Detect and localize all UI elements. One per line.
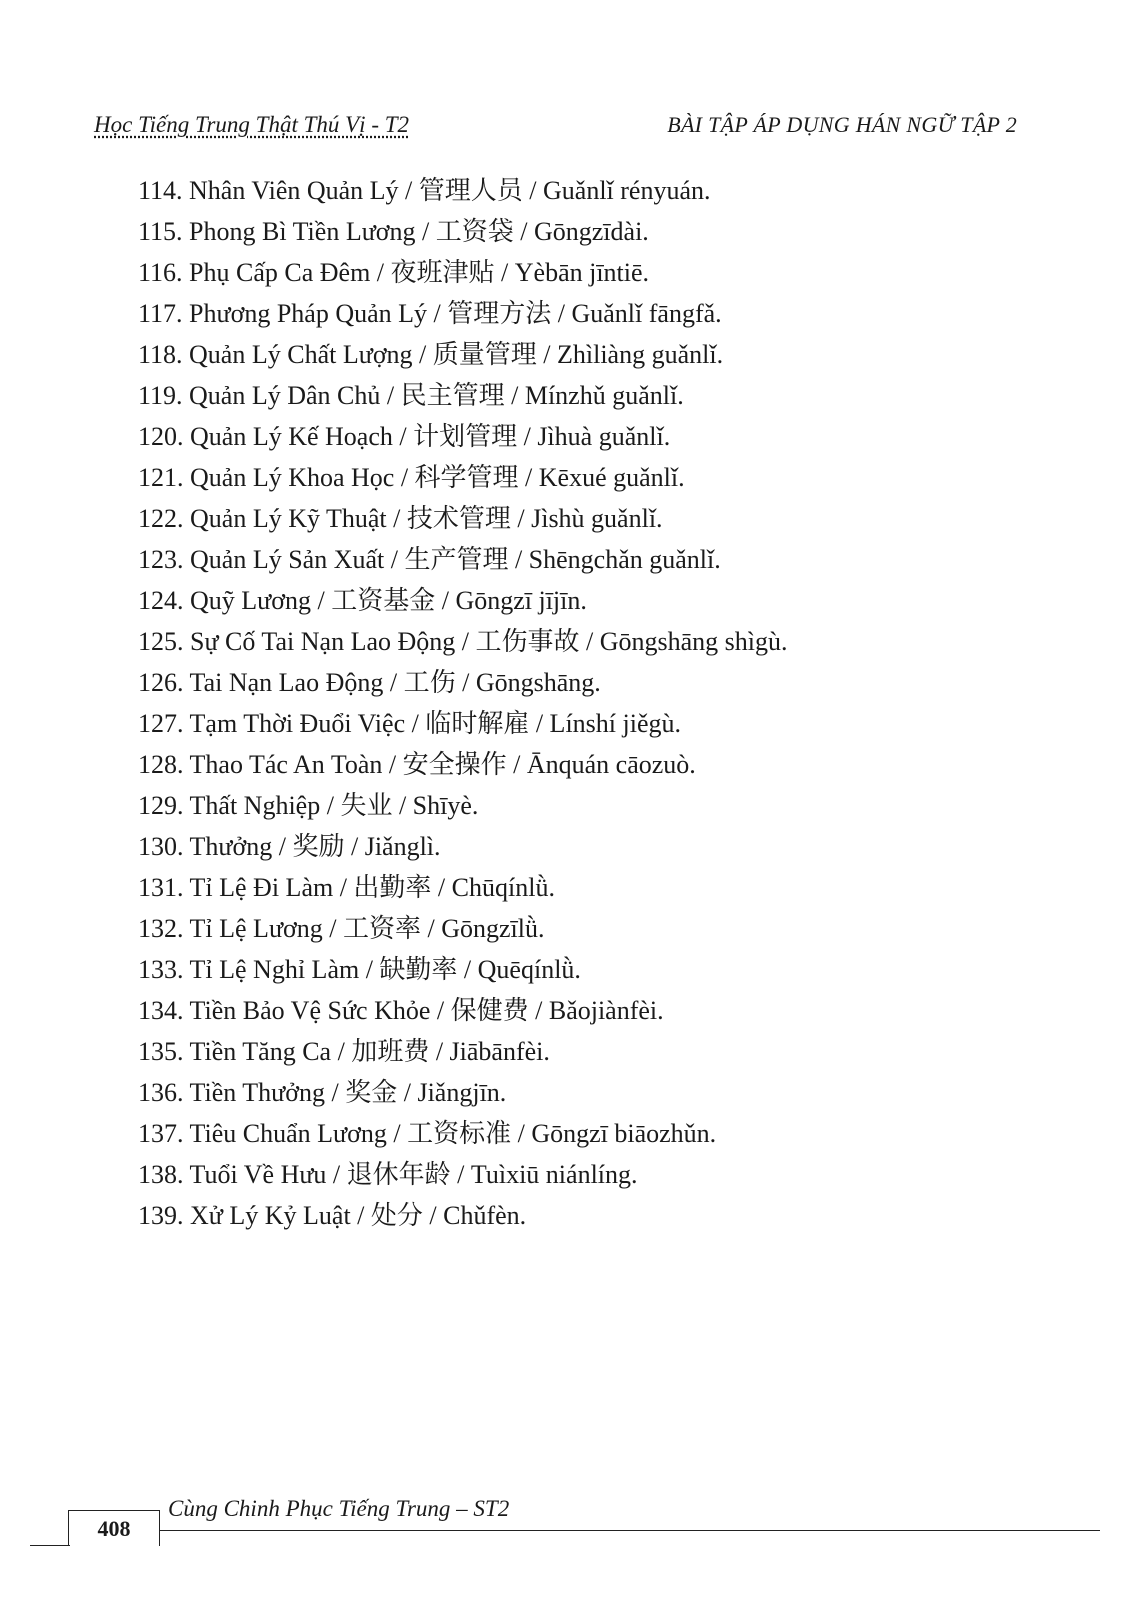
vocabulary-entry: 125. Sự Cố Tai Nạn Lao Động / 工伤事故 / Gōngshāng shìgù. [138,627,788,656]
vocabulary-entry: 136. Tiền Thưởng / 奖金 / Jiǎngjīn. [138,1078,507,1107]
vocabulary-entry: 133. Tỉ Lệ Nghỉ Làm / 缺勤率 / Quēqínlǜ. [138,955,581,984]
vocabulary-entry: 115. Phong Bì Tiền Lương / 工资袋 / Gōngzīdài. [138,217,649,246]
vocabulary-entry: 127. Tạm Thời Đuổi Việc / 临时解雇 / Línshí jiěgù. [138,709,681,738]
vocabulary-entry: 128. Thao Tác An Toàn / 安全操作 / Ānquán cāozuò. [138,750,696,779]
vocabulary-entry: 138. Tuổi Về Hưu / 退休年龄 / Tuìxiū niánlíng. [138,1160,638,1189]
vocabulary-entry: 116. Phụ Cấp Ca Đêm / 夜班津贴 / Yèbān jīntiē. [138,258,650,287]
vocabulary-entry: 121. Quản Lý Khoa Học / 科学管理 / Kēxué guǎnlǐ. [138,463,685,492]
vocabulary-entry: 129. Thất Nghiệp / 失业 / Shīyè. [138,791,479,820]
footer-title: Cùng Chinh Phục Tiếng Trung – ST2 [168,1496,510,1521]
vocabulary-entry: 123. Quản Lý Sản Xuất / 生产管理 / Shēngchǎn guǎnlǐ. [138,545,721,574]
vocabulary-entry: 139. Xử Lý Kỷ Luật / 处分 / Chǔfèn. [138,1201,527,1230]
vocabulary-entry: 114. Nhân Viên Quản Lý / 管理人员 / Guǎnlǐ rényuán. [138,176,711,205]
footer-left-divider [30,1545,70,1546]
vocabulary-entry: 135. Tiền Tăng Ca / 加班费 / Jiābānfèi. [138,1037,550,1066]
vocabulary-entry: 134. Tiền Bảo Vệ Sức Khỏe / 保健费 / Bǎojiànfèi. [138,996,664,1025]
vocabulary-entry: 120. Quản Lý Kế Hoạch / 计划管理 / Jìhuà guǎnlǐ. [138,422,671,451]
vocabulary-entry: 137. Tiêu Chuẩn Lương / 工资标准 / Gōngzī biāozhǔn. [138,1119,717,1148]
vocabulary-entry: 117. Phương Pháp Quản Lý / 管理方法 / Guǎnlǐ fāngfǎ. [138,299,722,328]
vocabulary-entry: 131. Tỉ Lệ Đi Làm / 出勤率 / Chūqínlǜ. [138,873,555,902]
vocabulary-entry: 124. Quỹ Lương / 工资基金 / Gōngzī jījīn. [138,586,587,615]
page-number: 408 [97,1516,131,1541]
vocabulary-entry: 130. Thưởng / 奖励 / Jiǎnglì. [138,832,441,861]
vocabulary-entry: 126. Tai Nạn Lao Động / 工伤 / Gōngshāng. [138,668,601,697]
running-header-right: BÀI TẬP ÁP DỤNG HÁN NGỮ TẬP 2 [667,112,1017,137]
footer-divider [160,1530,1100,1531]
vocabulary-entry: 118. Quản Lý Chất Lượng / 质量管理 / Zhìliàng guǎnlǐ. [138,340,724,369]
vocabulary-entry: 119. Quản Lý Dân Chủ / 民主管理 / Mínzhǔ guǎnlǐ. [138,381,684,410]
running-header-left: Học Tiếng Trung Thật Thú Vị - T2 [94,112,410,137]
vocabulary-entry: 122. Quản Lý Kỹ Thuật / 技术管理 / Jìshù guǎnlǐ. [138,504,663,533]
vocabulary-entry: 132. Tỉ Lệ Lương / 工资率 / Gōngzīlǜ. [138,914,545,943]
vocabulary-list [138,170,788,1236]
